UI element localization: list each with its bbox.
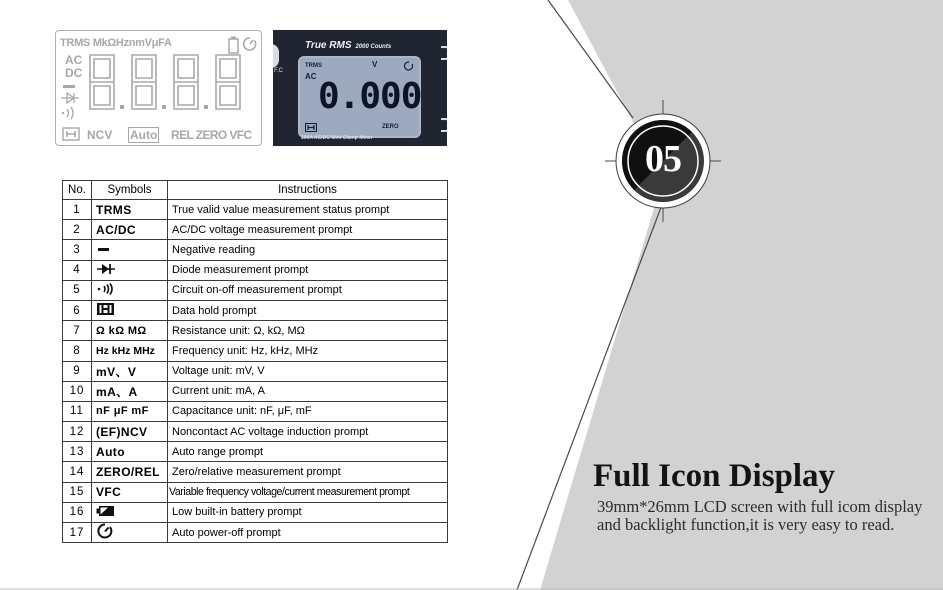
row-instruction: Circuit on-off measurement prompt xyxy=(168,280,448,300)
row-instruction: AC/DC voltage measurement prompt xyxy=(168,220,448,240)
table-row xyxy=(63,442,448,462)
row-instruction: Noncontact AC voltage induction prompt xyxy=(168,422,448,442)
row-no: 12 xyxy=(63,422,92,442)
photo-button-left xyxy=(273,44,279,68)
feature-title: Full Icon Display xyxy=(593,458,836,494)
row-symbol: TRMS xyxy=(92,200,168,220)
table-row xyxy=(63,240,448,260)
table-row xyxy=(63,401,448,421)
header-symbols: Symbols xyxy=(92,181,168,200)
row-no: 9 xyxy=(63,361,92,381)
row-no: 15 xyxy=(63,482,92,502)
row-instruction: Data hold prompt xyxy=(168,300,448,320)
row-symbol xyxy=(92,280,168,300)
feature-description: 39mm*26mm LCD screen with full icom display and backlight function,it is very easy to read. xyxy=(597,497,923,534)
table-row xyxy=(63,502,448,522)
row-instruction: Resistance unit: Ω, kΩ, MΩ xyxy=(168,321,448,341)
row-symbol: AC/DC xyxy=(92,220,168,240)
row-instruction: Voltage unit: mV, V xyxy=(168,361,448,381)
row-symbol: nF μF mF xyxy=(92,401,168,421)
table-row xyxy=(63,341,448,361)
photo-button-right-top xyxy=(441,46,447,60)
table-row xyxy=(63,523,448,543)
table-row xyxy=(63,361,448,381)
row-no: 17 xyxy=(63,523,92,543)
row-symbol: VFC xyxy=(92,482,168,502)
row-symbol xyxy=(92,502,168,522)
symbols-table xyxy=(62,180,448,543)
lcd-ac-label: AC xyxy=(65,53,83,67)
lcd-icon-outline xyxy=(55,30,262,146)
row-no: 5 xyxy=(63,280,92,300)
row-no: 3 xyxy=(63,240,92,260)
row-instruction: Frequency unit: Hz, kHz, MHz xyxy=(168,341,448,361)
row-symbol: Ω kΩ MΩ xyxy=(92,321,168,341)
lcd-auto-label: Auto xyxy=(130,128,158,142)
lcd-units-row: TRMS MkΩHznmVμFA xyxy=(60,37,172,49)
row-no: 14 xyxy=(63,462,92,482)
row-instruction: Negative reading xyxy=(168,240,448,260)
row-symbol xyxy=(92,523,168,543)
photo-side-label: F.C xyxy=(274,68,283,74)
photo-zero: ZERO xyxy=(382,124,399,130)
lcd-segment-digits xyxy=(84,49,259,119)
row-symbol: Hz kHz MHz xyxy=(92,341,168,361)
hold-h-icon xyxy=(96,302,116,316)
photo-brand: True RMS xyxy=(305,40,352,51)
table-header-row xyxy=(63,181,448,200)
row-instruction: Variable frequency voltage/current measurement prompt xyxy=(168,482,448,502)
photo-counts: 2000 Counts xyxy=(355,44,392,50)
row-symbol: Auto xyxy=(92,442,168,462)
row-instruction: Low built-in battery prompt xyxy=(168,502,448,522)
lcd-minus-diode-sound-icons xyxy=(59,83,81,123)
row-no: 8 xyxy=(63,341,92,361)
table-row xyxy=(63,300,448,320)
lcd-photo xyxy=(273,30,447,146)
lcd-rel-zero-vfc-label: REL ZERO VFC xyxy=(171,128,252,142)
diode-icon xyxy=(96,263,116,275)
row-symbol: ZERO/REL xyxy=(92,462,168,482)
battery-icon xyxy=(96,505,116,517)
photo-power-icon xyxy=(404,61,414,71)
table-row xyxy=(63,220,448,240)
photo-ac: AC xyxy=(305,72,317,81)
photo-button-right-bottom xyxy=(441,118,447,132)
row-instruction: Diode measurement prompt xyxy=(168,260,448,280)
photo-lcd-screen xyxy=(298,56,421,138)
photo-trms: TRMS xyxy=(305,63,322,69)
lcd-ncv-label: NCV xyxy=(87,128,113,142)
continuity-sound-icon xyxy=(96,283,116,295)
table-row xyxy=(63,200,448,220)
minus-bar-icon xyxy=(96,244,112,254)
row-symbol xyxy=(92,260,168,280)
row-symbol xyxy=(92,240,168,260)
row-instruction: Auto power-off prompt xyxy=(168,523,448,543)
table-row xyxy=(63,482,448,502)
lcd-hold-icon xyxy=(62,127,80,141)
auto-power-off-icon xyxy=(96,523,114,539)
lcd-dc-label: DC xyxy=(65,66,83,80)
photo-header xyxy=(305,40,391,51)
table-row xyxy=(63,280,448,300)
row-instruction: Capacitance unit: nF, μF, mF xyxy=(168,401,448,421)
row-no: 4 xyxy=(63,260,92,280)
row-symbol: mA、A xyxy=(92,381,168,401)
row-symbol: (EF)NCV xyxy=(92,422,168,442)
photo-unit-v: V xyxy=(372,60,378,69)
row-no: 6 xyxy=(63,300,92,320)
row-no: 10 xyxy=(63,381,92,401)
table-row xyxy=(63,260,448,280)
photo-hold-icon xyxy=(305,123,317,132)
row-symbol xyxy=(92,300,168,320)
row-instruction: Auto range prompt xyxy=(168,442,448,462)
row-no: 7 xyxy=(63,321,92,341)
header-instructions: Instructions xyxy=(168,181,448,200)
table-row xyxy=(63,321,448,341)
row-no: 16 xyxy=(63,502,92,522)
row-no: 11 xyxy=(63,401,92,421)
header-no: No. xyxy=(63,181,92,200)
row-no: 1 xyxy=(63,200,92,220)
table-row xyxy=(63,422,448,442)
row-instruction: Zero/relative measurement prompt xyxy=(168,462,448,482)
photo-caption: 100A AC/DC Mini Clamp Meter xyxy=(301,135,373,141)
badge-number: 05 xyxy=(645,138,681,180)
row-no: 13 xyxy=(63,442,92,462)
row-instruction: Current unit: mA, A xyxy=(168,381,448,401)
table-row xyxy=(63,462,448,482)
row-no: 2 xyxy=(63,220,92,240)
photo-reading: 0.000 xyxy=(318,76,422,117)
row-instruction: True valid value measurement status prompt xyxy=(168,200,448,220)
table-row xyxy=(63,381,448,401)
row-symbol: mV、V xyxy=(92,361,168,381)
